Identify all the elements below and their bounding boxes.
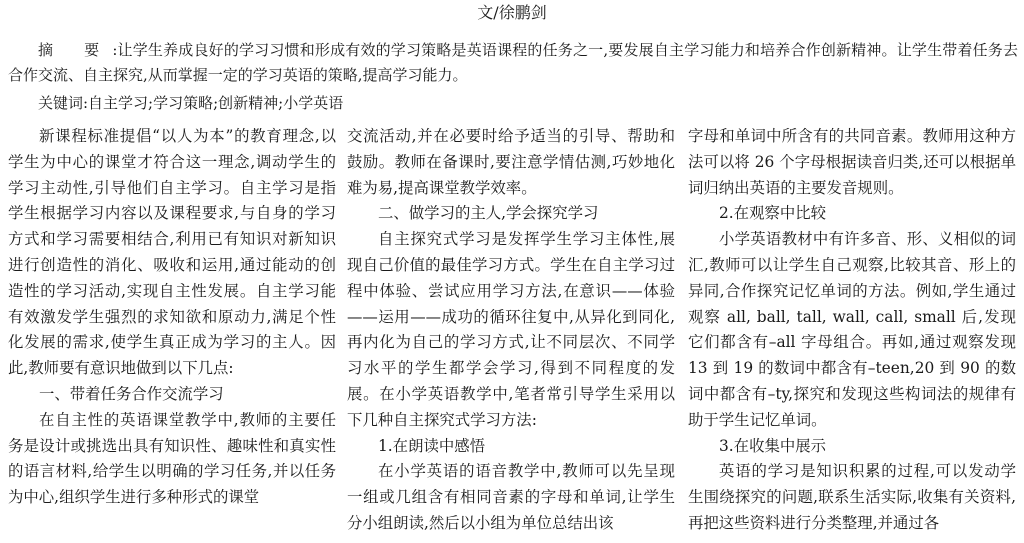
paragraph: 自主探究式学习是发挥学生学习主体性,展现自己价值的最佳学习方式。学生在自主学习过程中体验、尝试应用学习方法,在意识——体验——运用——成功的循环往复中,从异化到同化,再内化为自己的学习方式,让不同层次、不同学习水平的学生都学会学习,得到不同程度的发展。在小学英语教学中,笔者常引导学生采用以下几种自主探究式学习方法: bbox=[347, 230, 675, 429]
paragraph: 在自主性的英语课堂教学中,教师的主要任务是设计或挑选出具有知识性、趣味性和真实性的语言材料,给学生以明确的学习任务,并以任务为中心,组织学生进行多种形式的课堂 bbox=[8, 410, 336, 507]
section-heading: 一、带着任务合作交流学习 bbox=[39, 384, 224, 403]
paragraph: 英语的学习是知识积累的过程,可以发动学生围绕探究的问题,联系生活实际,收集有关资料,再把这些资料进行分类整理,并通过各 bbox=[688, 462, 1016, 532]
subsection-heading: 1.在朗读中感悟 bbox=[378, 436, 486, 455]
abstract-label: 摘 要 bbox=[38, 41, 113, 59]
paragraph: 交流活动,并在必要时给予适当的引导、帮助和鼓励。教师在备课时,要注意学情估测,巧妙地化难为易,提高课堂教学效率。 bbox=[347, 127, 675, 197]
keywords: 关键词:自主学习;学习策略;创新精神;小学英语 bbox=[38, 94, 344, 112]
paragraph: 字母和单词中所含有的共同音素。教师用这种方法可以将 26 个字母根据读音归类,还可以根据单词归纳出英语的主要发音规则。 bbox=[688, 127, 1016, 197]
paragraph: 小学英语教材中有许多音、形、义相似的词汇,教师可以让学生自己观察,比较其音、形上的异同,合作探究记忆单词的方法。例如,学生通过观察 all, ball, tall, wall, call, small 后,发现它们都含有–all 字母组合。再如,通过观察发现13 到 19 的数词中都含有–teen,20 到 90 的数词中都含有–ty,探究和发现这些构词法的规律有助于学生记忆单词。 bbox=[688, 230, 1016, 429]
column-3 bbox=[688, 124, 1016, 537]
paragraph: 新课程标准提倡“以人为本”的教育理念,以学生为中心的课堂才符合这一理念,调动学生的学习主动性,引导他们自主学习。自主学习是指学生根据学习内容以及课程要求,与自身的学习方式和学习需要相结合,利用已有知识对新知识进行创造性的消化、吸收和运用,通过能动的创造性的学习活动,实现自主性发展。自主学习能有效激发学生强烈的求知欲和原动力,满足个性化发展的需求,使学生真正成为学习的主人。因此,教师要有意识地做到以下几点: bbox=[8, 127, 336, 378]
abstract-text: :让学生养成良好的学习习惯和形成有效的学习策略是英语课程的任务之一,要发展自主学习能力和培养合作创新精神。让学生带着任务去合作交流、自主探究,从而掌握一定的学习英语的策略,提高学习能力。 bbox=[8, 41, 1018, 84]
author-line: 文/徐鹏剑 bbox=[477, 3, 547, 22]
column-2 bbox=[347, 124, 675, 537]
subsection-heading: 2.在观察中比较 bbox=[719, 204, 827, 223]
section-heading: 二、做学习的主人,学会探究学习 bbox=[378, 204, 599, 223]
abstract bbox=[8, 38, 1018, 88]
subsection-heading: 3.在收集中展示 bbox=[719, 436, 827, 455]
column-1 bbox=[8, 124, 336, 511]
paragraph: 在小学英语的语音教学中,教师可以先呈现一组或几组含有相同音素的字母和单词,让学生分小组朗读,然后以小组为单位总结出该 bbox=[347, 462, 675, 532]
